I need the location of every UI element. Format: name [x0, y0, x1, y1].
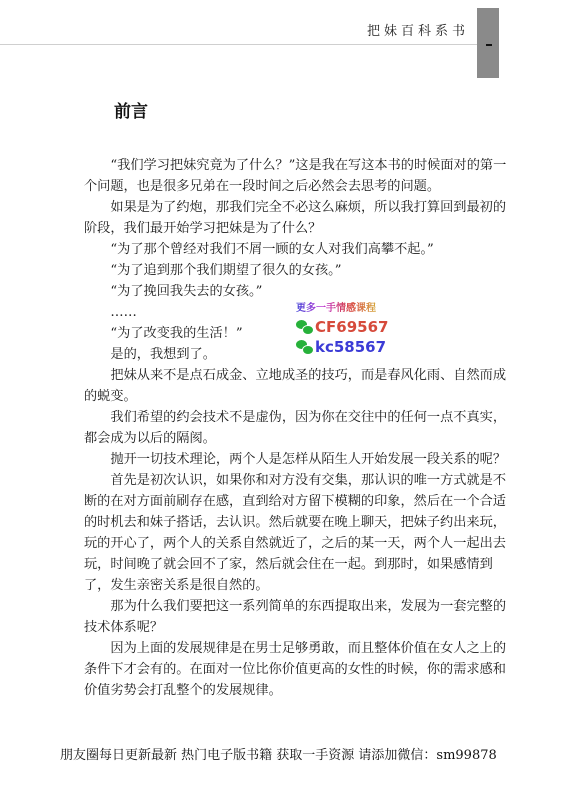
- paragraph: 把妹从来不是点石成金、立地成圣的技巧，而是春风化雨、自然而成的蜕变。: [84, 368, 507, 404]
- paragraph: 我们希望的约会技术不是虚伪，因为你在交往中的任何一点不真实，都会成为以后的隔阂。: [84, 410, 507, 446]
- paragraph: 那为什么我们要把这一系列简单的东西提取出来，发展为一套完整的技术体系呢？: [84, 599, 507, 635]
- watermark-wechat-1: [296, 318, 388, 336]
- header-line: [0, 44, 477, 45]
- header-book-title: 把妹百科系书: [366, 24, 469, 39]
- paragraph: 如果是为了约炮，那我们完全不必这么麻烦，所以我打算回到最初的阶段，我们最开始学习把妹是为了什么？: [84, 200, 507, 236]
- paragraph: “为了那个曾经对我们不屑一顾的女人对我们高攀不起。”: [110, 242, 434, 257]
- paragraph: 因为上面的发展规律是在男士足够勇敢，而且整体价值在女人之上的条件下才会有的。在面对一位比你价值更高的女性的时候，你的需求感和价值劣势会打乱整个的发展规律。: [84, 641, 507, 698]
- wechat-icon: [296, 320, 313, 334]
- paragraph: “我们学习把妹究竟为了什么？”这是我在写这本书的时候面对的第一个问题，也是很多兄弟在一段时间之后必然会去思考的问题。: [84, 158, 507, 194]
- wechat-id-1: CF69567: [315, 318, 389, 336]
- paragraph: 抛开一切技术理论，两个人是怎样从陌生人开始发展一段关系的呢？: [110, 452, 507, 467]
- paragraph: 首先是初次认识，如果你和对方没有交集，那认识的唯一方式就是不断的在对方面前刷存在感，直到给对方留下模糊的印象，然后在一个合适的时机去和妹子搭话，去认识。然后就要在晚上聊天，把妹子约出来玩，玩的开心了，两个人的关系自然就近了，之后的某一天，两个人一起出去玩，时间晚了就会回不了家，然后就会住在一起。到那时，如果感情到了，发生亲密关系是很自然的。: [84, 473, 507, 593]
- paragraph: “为了追到那个我们期望了很久的女孩。”: [110, 263, 342, 278]
- paragraph: “为了改变我的生活！”: [110, 326, 243, 341]
- tab-mark: [486, 44, 492, 46]
- wechat-id-2: kc58567: [315, 338, 387, 356]
- body-text: [84, 155, 514, 701]
- paragraph: “为了挽回我失去的女孩。”: [110, 284, 263, 299]
- footer-note: 朋友圈每日更新最新 热门电子版书籍 获取一手资源 请添加微信：sm99878: [60, 748, 497, 763]
- watermark-wechat-2: [296, 338, 386, 356]
- section-title: 前言: [114, 102, 148, 122]
- paragraph: 是的，我想到了。: [110, 347, 216, 362]
- wechat-icon: [296, 340, 313, 354]
- header-tab: [477, 8, 499, 78]
- watermark-heading: 更多一手情感课程: [296, 299, 376, 314]
- paragraph: ……: [110, 305, 137, 320]
